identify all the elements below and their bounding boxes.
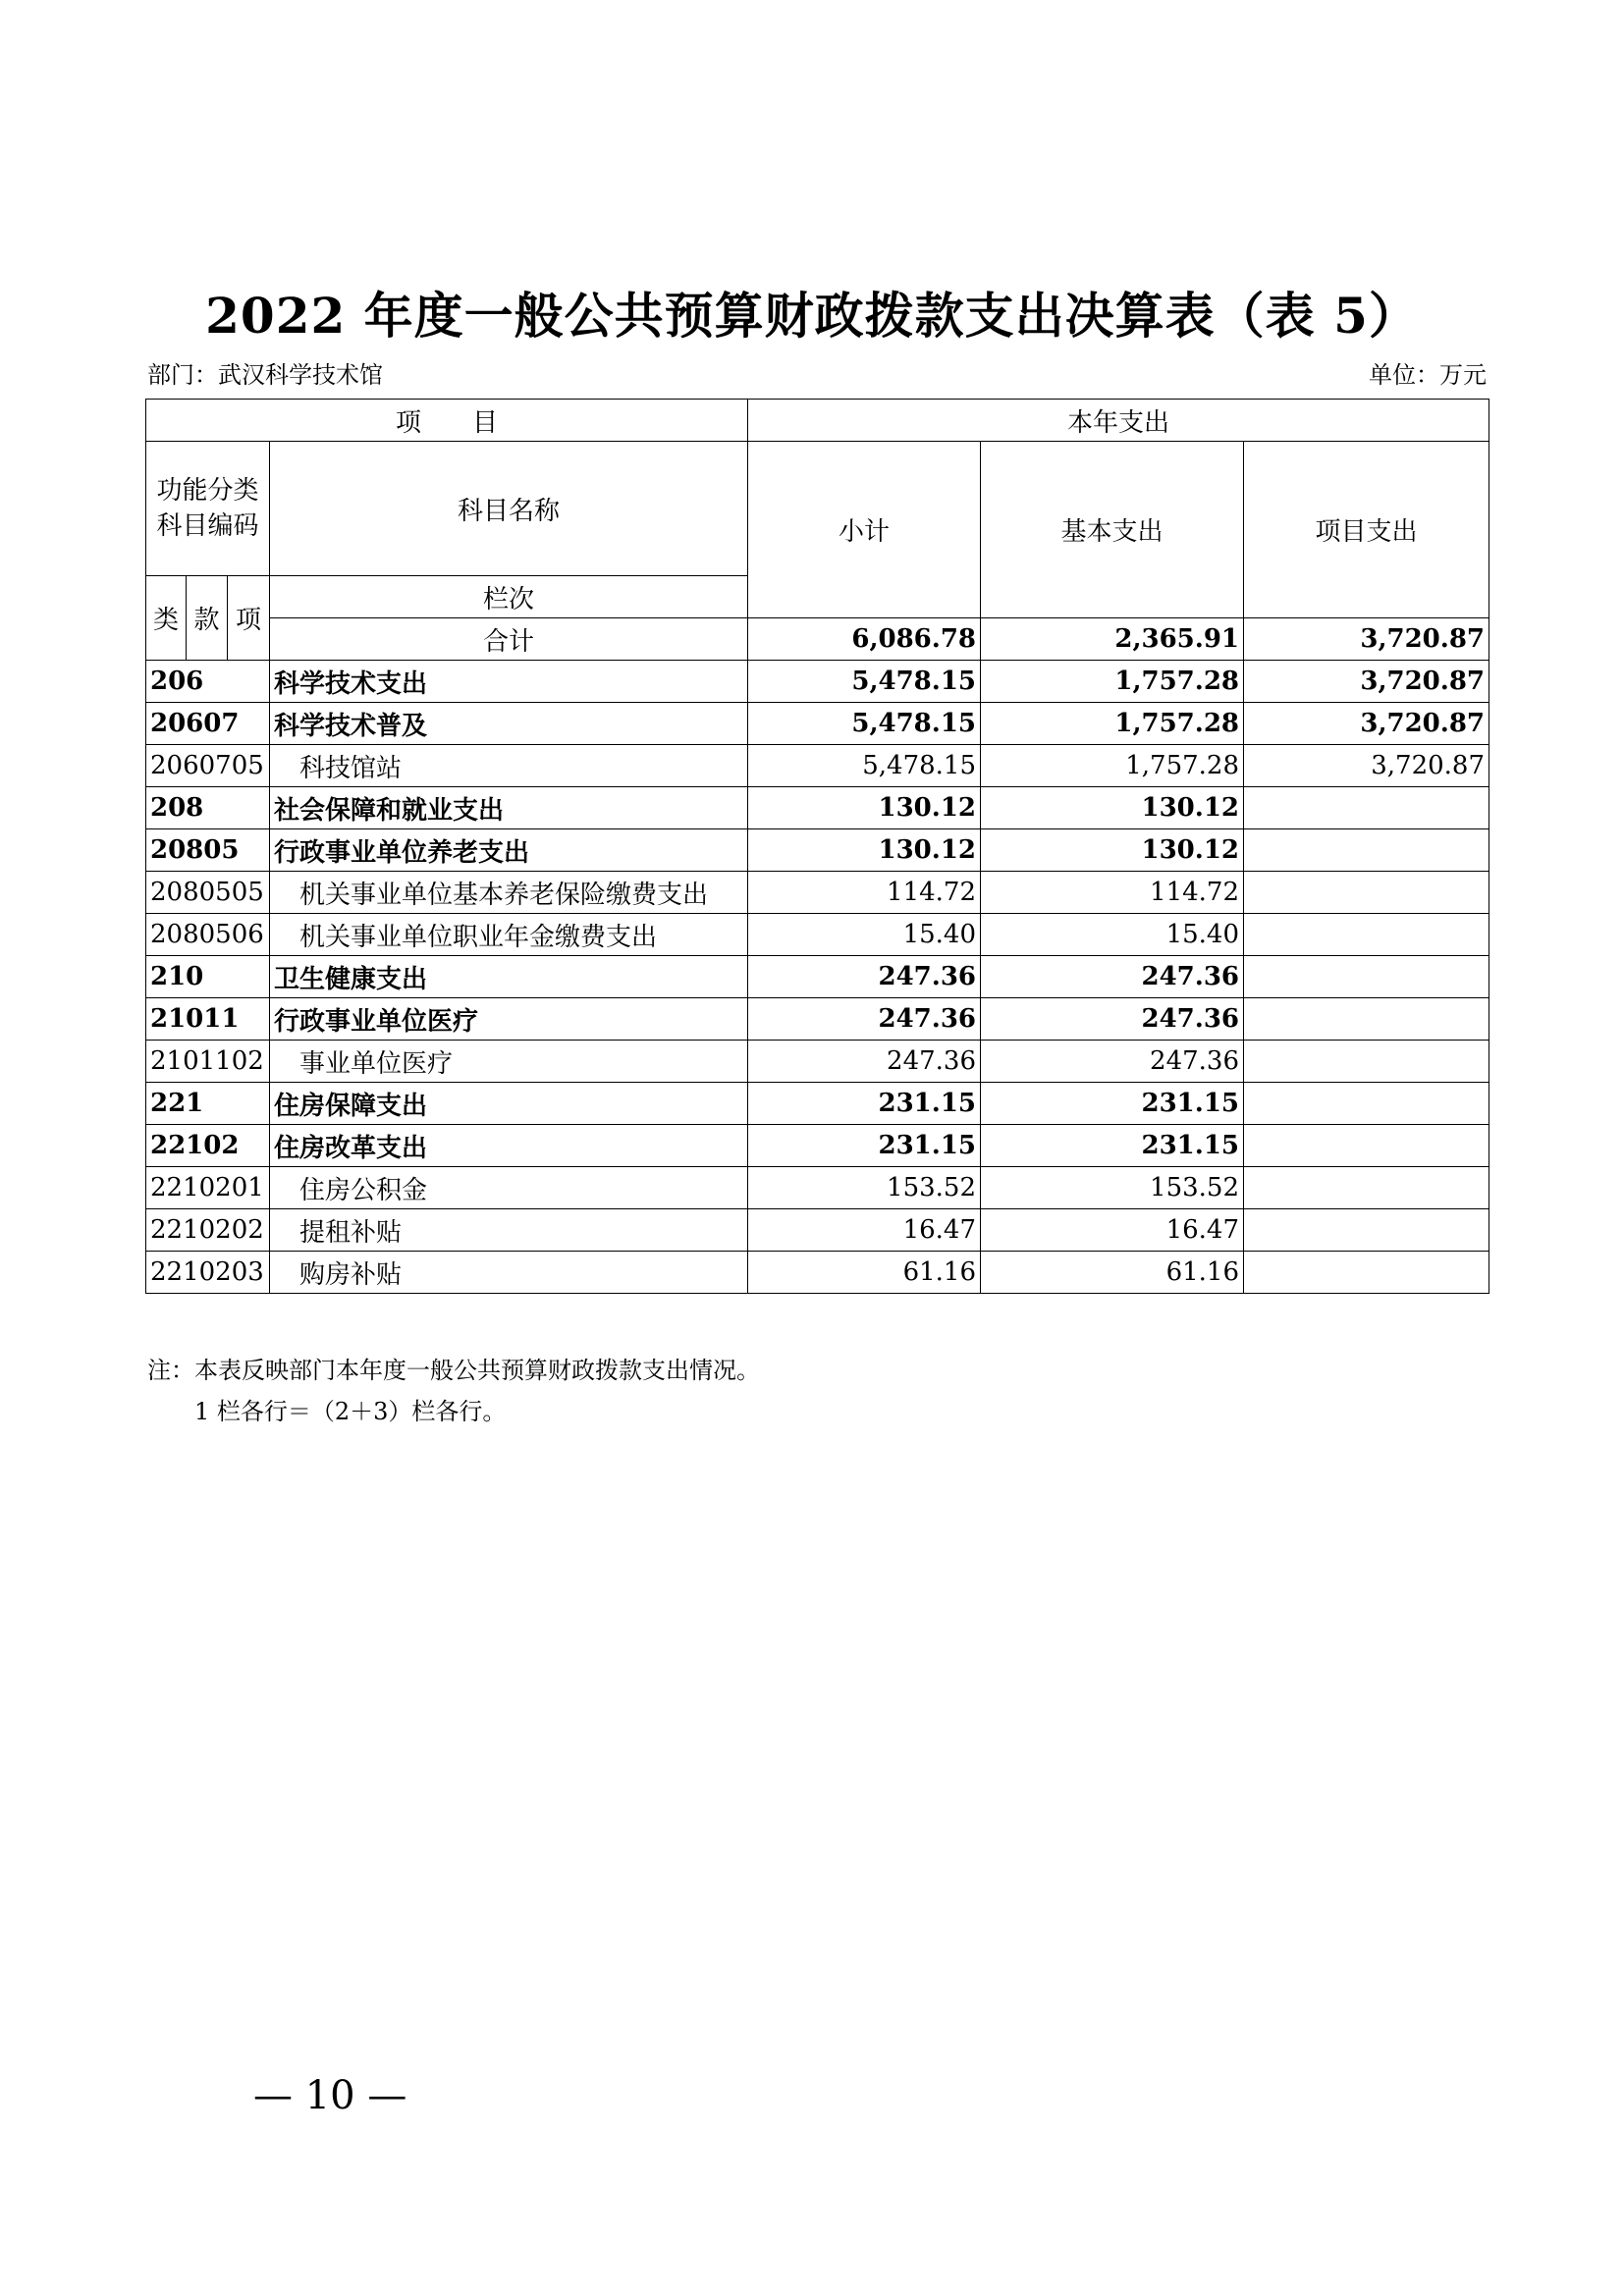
row-code: 221: [146, 1083, 270, 1125]
row-basic: 247.36: [981, 998, 1244, 1041]
row-project: [1244, 1083, 1489, 1125]
row-code: 21011: [146, 998, 270, 1041]
row-basic: 1,757.28: [981, 745, 1244, 787]
row-name: 社会保障和就业支出: [270, 787, 748, 829]
row-project: [1244, 872, 1489, 914]
row-project: [1244, 1252, 1489, 1294]
header-xiang: 项: [228, 576, 270, 661]
table-row: [146, 745, 1489, 787]
row-code: 2101102: [146, 1041, 270, 1083]
row-subtotal: 247.36: [748, 956, 981, 998]
row-subtotal: 130.12: [748, 829, 981, 872]
header-project-exp: 项目支出: [1244, 442, 1489, 618]
row-basic: 1,757.28: [981, 661, 1244, 703]
row-name: 卫生健康支出: [270, 956, 748, 998]
header-project: 项 目: [146, 400, 748, 442]
table-row: [146, 787, 1489, 829]
header-func-code: 功能分类 科目编码: [146, 442, 270, 576]
row-basic: 130.12: [981, 787, 1244, 829]
header-basic: 基本支出: [981, 442, 1244, 618]
row-name: 事业单位医疗: [270, 1041, 748, 1083]
expenditure-table: [145, 399, 1489, 1294]
row-project: 3,720.87: [1244, 661, 1489, 703]
page-title: 2022 年度一般公共预算财政拨款支出决算表（表 5）: [205, 287, 1419, 345]
row-name: 科技馆站: [270, 745, 748, 787]
column-number-label: 栏次: [270, 576, 748, 618]
row-name: 住房保障支出: [270, 1083, 748, 1125]
header-lei: 类: [146, 576, 187, 661]
row-subtotal: 61.16: [748, 1252, 981, 1294]
row-subtotal: 231.15: [748, 1125, 981, 1167]
row-code: 2210203: [146, 1252, 270, 1294]
table-row: [146, 1209, 1489, 1252]
row-subtotal: 5,478.15: [748, 661, 981, 703]
row-basic: 61.16: [981, 1252, 1244, 1294]
table-row: [146, 1041, 1489, 1083]
row-basic: 130.12: [981, 829, 1244, 872]
row-name: 科学技术支出: [270, 661, 748, 703]
note-line-2: 1 栏各行＝（2＋3）栏各行。: [194, 1398, 507, 1425]
row-code: 20607: [146, 703, 270, 745]
total-label: 合计: [270, 618, 748, 661]
row-code: 22102: [146, 1125, 270, 1167]
row-project: 3,720.87: [1244, 745, 1489, 787]
row-code: 206: [146, 661, 270, 703]
row-project: [1244, 956, 1489, 998]
header-subject-name: 科目名称: [270, 442, 748, 576]
table-row: [146, 703, 1489, 745]
row-name: 行政事业单位医疗: [270, 998, 748, 1041]
table-row: [146, 872, 1489, 914]
department-label: 部门：武汉科学技术馆: [147, 361, 383, 389]
row-code: 2210202: [146, 1209, 270, 1252]
table-row: [146, 1125, 1489, 1167]
row-name: 机关事业单位职业年金缴费支出: [270, 914, 748, 956]
page-number: — 10 —: [253, 2073, 407, 2118]
note-line-1: 注：本表反映部门本年度一般公共预算财政拨款支出情况。: [147, 1357, 760, 1384]
row-name: 机关事业单位基本养老保险缴费支出: [270, 872, 748, 914]
row-project: [1244, 914, 1489, 956]
row-subtotal: 247.36: [748, 1041, 981, 1083]
row-code: 208: [146, 787, 270, 829]
row-name: 行政事业单位养老支出: [270, 829, 748, 872]
row-name: 住房公积金: [270, 1167, 748, 1209]
row-code: 2210201: [146, 1167, 270, 1209]
row-project: [1244, 1041, 1489, 1083]
row-basic: 231.15: [981, 1125, 1244, 1167]
total-project: 3,720.87: [1244, 618, 1489, 661]
table-row: [146, 661, 1489, 703]
row-subtotal: 114.72: [748, 872, 981, 914]
row-project: [1244, 1167, 1489, 1209]
row-basic: 15.40: [981, 914, 1244, 956]
row-subtotal: 5,478.15: [748, 703, 981, 745]
row-code: 2080505: [146, 872, 270, 914]
row-subtotal: 247.36: [748, 998, 981, 1041]
table-row: [146, 1252, 1489, 1294]
header-kuan: 款: [187, 576, 228, 661]
total-subtotal: 6,086.78: [748, 618, 981, 661]
row-basic: 1,757.28: [981, 703, 1244, 745]
row-project: [1244, 829, 1489, 872]
row-code: 210: [146, 956, 270, 998]
notes: [147, 1350, 760, 1432]
row-name: 提租补贴: [270, 1209, 748, 1252]
header-row-1: [146, 400, 1489, 442]
row-subtotal: 153.52: [748, 1167, 981, 1209]
table-row: [146, 914, 1489, 956]
total-row: [146, 618, 1489, 661]
row-basic: 16.47: [981, 1209, 1244, 1252]
row-basic: 247.36: [981, 956, 1244, 998]
header-row-2: [146, 442, 1489, 576]
table-row: [146, 1167, 1489, 1209]
table-row: [146, 998, 1489, 1041]
row-basic: 153.52: [981, 1167, 1244, 1209]
row-project: [1244, 998, 1489, 1041]
row-basic: 247.36: [981, 1041, 1244, 1083]
row-basic: 231.15: [981, 1083, 1244, 1125]
header-subtotal: 小计: [748, 442, 981, 618]
row-project: 3,720.87: [1244, 703, 1489, 745]
row-subtotal: 16.47: [748, 1209, 981, 1252]
row-code: 2080506: [146, 914, 270, 956]
row-subtotal: 130.12: [748, 787, 981, 829]
header-this-year: 本年支出: [748, 400, 1489, 442]
table-row: [146, 1083, 1489, 1125]
total-basic: 2,365.91: [981, 618, 1244, 661]
row-name: 科学技术普及: [270, 703, 748, 745]
row-project: [1244, 787, 1489, 829]
row-subtotal: 231.15: [748, 1083, 981, 1125]
unit-label: 单位：万元: [1369, 361, 1487, 389]
row-code: 20805: [146, 829, 270, 872]
row-code: 2060705: [146, 745, 270, 787]
row-project: [1244, 1125, 1489, 1167]
table-row: [146, 829, 1489, 872]
row-subtotal: 15.40: [748, 914, 981, 956]
table-row: [146, 956, 1489, 998]
row-basic: 114.72: [981, 872, 1244, 914]
row-subtotal: 5,478.15: [748, 745, 981, 787]
row-name: 购房补贴: [270, 1252, 748, 1294]
row-project: [1244, 1209, 1489, 1252]
row-name: 住房改革支出: [270, 1125, 748, 1167]
